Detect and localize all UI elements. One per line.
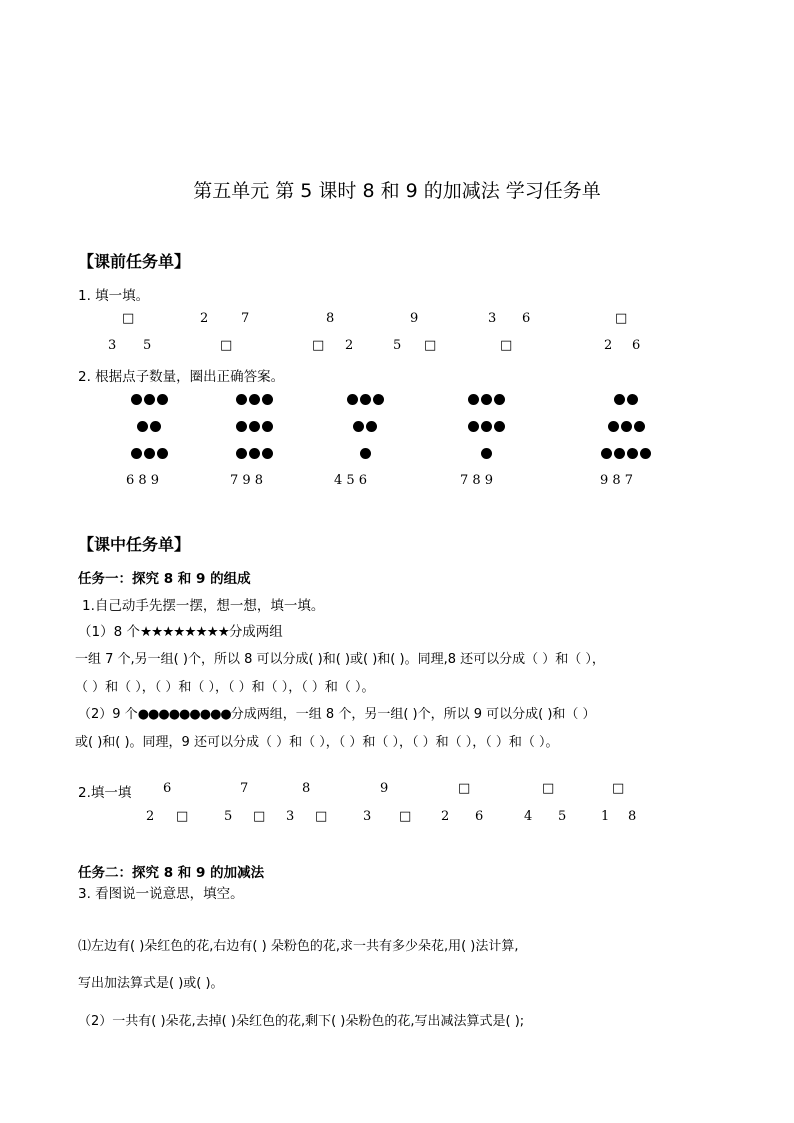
dot-icon [360, 448, 371, 459]
q2-number: 1 [601, 809, 610, 824]
answer-box[interactable]: □ [253, 809, 266, 824]
dot-row [347, 394, 384, 408]
q2-options-3[interactable]: 4 5 6 [334, 473, 368, 488]
answer-box[interactable]: □ [542, 781, 555, 796]
answer-box[interactable]: □ [122, 311, 135, 326]
answer-box[interactable]: □ [176, 809, 189, 824]
answer-box[interactable]: □ [312, 338, 325, 353]
answer-box[interactable]: □ [458, 781, 471, 796]
task1-p1-line1 [78, 620, 283, 640]
dot-icon [627, 448, 638, 459]
dot-icon [236, 394, 247, 405]
task1-title: 任务一：探究 8 和 9 的组成 [78, 571, 251, 587]
dot-row [236, 394, 273, 408]
dot-icon [236, 421, 247, 432]
answer-box[interactable]: □ [399, 809, 412, 824]
answer-box[interactable]: □ [315, 809, 328, 824]
q1-number: 3 [488, 311, 497, 326]
q1-number: 5 [143, 338, 152, 353]
dot-row [360, 448, 371, 462]
q2-options-2[interactable]: 7 9 8 [230, 473, 264, 488]
q2-number: 2 [441, 809, 450, 824]
dot-icon [481, 448, 492, 459]
dot-icon [131, 394, 142, 405]
dot-icon [640, 448, 651, 459]
task2-title: 任务二：探究 8 和 9 的加减法 [78, 865, 265, 881]
q1-number: 9 [410, 311, 419, 326]
dot-icon [157, 448, 168, 459]
dot-icon [481, 421, 492, 432]
dot-icon [353, 421, 364, 432]
dot-icon [373, 394, 384, 405]
dot-icon [481, 394, 492, 405]
dot-icon [131, 448, 142, 459]
q1-label: 1. 填一填。 [78, 288, 150, 304]
task2-s2-line1[interactable]: （2）一共有( )朵花,去掉( )朵红色的花,剩下( )朵粉色的花,写出减法算式是( ); [78, 1014, 525, 1029]
q1-number: 2 [200, 311, 209, 326]
dot-icon [249, 448, 260, 459]
q2-number: 8 [302, 781, 311, 796]
q2-number: 8 [628, 809, 637, 824]
q1-number: 2 [604, 338, 613, 353]
dot-row [131, 448, 168, 462]
q2-number: 3 [363, 809, 372, 824]
dot-icon [249, 394, 260, 405]
dot-icon [262, 394, 273, 405]
pre-class-heading: 【课前任务单】 [78, 252, 191, 271]
dot-icon [468, 421, 479, 432]
q2-number: 7 [240, 781, 249, 796]
task1-p1-line2[interactable]: 一组 7 个,另一组( )个，所以 8 可以分成( )和( )或( )和( )。同理,8 还可以分成（ ）和（ ）， [75, 652, 605, 667]
dot-icon [621, 421, 632, 432]
q1-number: 2 [345, 338, 354, 353]
q1-number: 7 [241, 311, 250, 326]
dot-row [468, 394, 505, 408]
dot-row [236, 421, 273, 435]
dot-row [468, 421, 505, 435]
q2-number: 5 [224, 809, 233, 824]
dot-icon [137, 421, 148, 432]
page-title: 第五单元 第 5 课时 8 和 9 的加减法 学习任务单 [193, 180, 601, 202]
task1-p1-prefix: （1）8 个 [78, 624, 140, 640]
q1-number: 6 [632, 338, 641, 353]
dot-icon [249, 421, 260, 432]
q2-number: 6 [475, 809, 484, 824]
dot-row [608, 421, 645, 435]
q2-number: 4 [524, 809, 533, 824]
dot-icon [494, 394, 505, 405]
dot-icon [262, 421, 273, 432]
dot-icon [236, 448, 247, 459]
dot-row [353, 421, 377, 435]
dot-icon [150, 421, 161, 432]
q1-number: 3 [108, 338, 117, 353]
q2-number: 9 [380, 781, 389, 796]
dot-icon [634, 421, 645, 432]
answer-box[interactable]: □ [220, 338, 233, 353]
dot-icon [360, 394, 371, 405]
dot-row [236, 448, 273, 462]
task1-p1-line3[interactable]: （ ）和（ ），（ ）和（ ），（ ）和（ ），（ ）和（ ）。 [75, 680, 375, 695]
dot-icon [144, 394, 155, 405]
task1-p2-line1[interactable] [78, 703, 596, 722]
dot-icons: ●●●●●●●●● [137, 707, 231, 722]
task1-p2-prefix: （2）9 个 [78, 707, 138, 722]
task1-q1-label: 1.自己动手先摆一摆，想一想，填一填。 [82, 598, 325, 614]
q2-number: 3 [286, 809, 295, 824]
dot-icon [262, 448, 273, 459]
q1-number: 8 [326, 311, 335, 326]
dot-icon [157, 394, 168, 405]
q2-options-1[interactable]: 6 8 9 [126, 473, 160, 488]
q2-options-5[interactable]: 9 8 7 [600, 473, 634, 488]
answer-box[interactable]: □ [500, 338, 513, 353]
dot-row [601, 448, 651, 462]
star-icons: ★★★★★★★★ [139, 624, 229, 640]
q1-number: 6 [522, 311, 531, 326]
q2-number: 2 [146, 809, 155, 824]
dot-icon [601, 448, 612, 459]
dot-icon [144, 448, 155, 459]
q1-number: 5 [393, 338, 402, 353]
in-class-heading: 【课中任务单】 [78, 535, 191, 554]
q2-label: 2. 根据点子数量，圈出正确答案。 [78, 369, 285, 385]
dot-row [131, 394, 168, 408]
answer-box[interactable]: □ [424, 338, 437, 353]
q2-number: 6 [163, 781, 172, 796]
dot-icon [347, 394, 358, 405]
dot-icon [494, 421, 505, 432]
task1-q2-label: 2.填一填 [78, 785, 132, 801]
task1-p2-line2[interactable]: 或( )和( )。同理，9 还可以分成（ ）和（ ），（ ）和（ ），（ ）和（ ），（ ）和（ ）。 [75, 735, 559, 750]
task2-s1-line2[interactable]: 写出加法算式是( )或( )。 [78, 976, 224, 991]
dot-icon [468, 394, 479, 405]
task2-s1-line1[interactable]: ⑴左边有( )朵红色的花,右边有( ) 朵粉色的花,求一共有多少朵花,用( )法计算, [78, 939, 519, 954]
task2-q3-label: 3. 看图说一说意思，填空。 [78, 886, 244, 902]
dot-row [481, 448, 492, 462]
q2-number: 5 [558, 809, 567, 824]
dot-icon [366, 421, 377, 432]
task1-p2-suffix[interactable]: 分成两组，一组 8 个，另一组( )个，所以 9 可以分成( )和（ ） [230, 707, 596, 722]
dot-row [137, 421, 161, 435]
dot-icon [627, 394, 638, 405]
dot-row [614, 394, 638, 408]
answer-box[interactable]: □ [615, 311, 628, 326]
q2-options-4[interactable]: 7 8 9 [460, 473, 494, 488]
task1-p1-suffix: 分成两组 [228, 624, 283, 640]
answer-box[interactable]: □ [612, 781, 625, 796]
dot-icon [608, 421, 619, 432]
dot-icon [614, 448, 625, 459]
dot-icon [614, 394, 625, 405]
